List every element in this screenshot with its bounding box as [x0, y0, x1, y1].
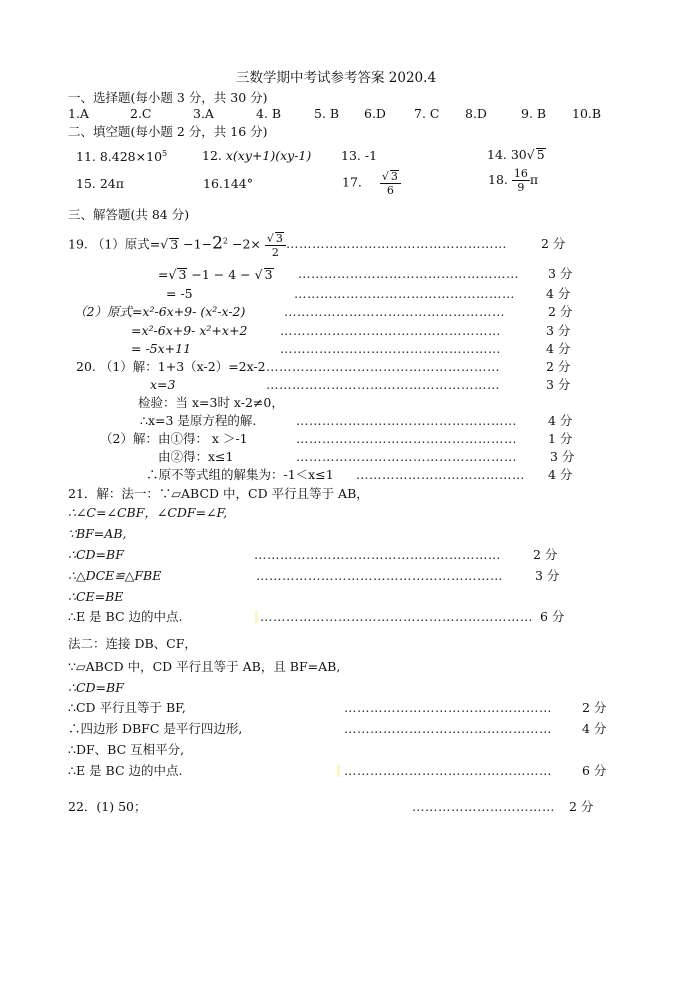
- q21-method2-line5: ∴四边形 DBFC 是平行四边形,: [68, 721, 243, 736]
- mc-answer: 7. C: [414, 106, 440, 121]
- fill-answer-11: 11. $8.428\times 10^5$: [76, 149, 168, 165]
- q20-line7: ∴原不等式组的解集为：-1＜x≤1: [146, 467, 334, 482]
- score: 6 分: [582, 763, 607, 778]
- score-leader: ……………………………………………: [298, 266, 519, 281]
- score-leader: ……………………………………………: [286, 236, 507, 251]
- q19-line1: 19. （1）原式=√ $3 -1-2^2 -2\times$ $\frac{√ 3}{2}$: [68, 232, 286, 258]
- section2-heading: 二、填空题(每小题 2 分，共 16 分): [68, 124, 268, 139]
- score-leader: ……………………………………………: [296, 413, 517, 428]
- score: 4 分: [548, 413, 573, 428]
- mc-answer: 2.C: [130, 106, 152, 121]
- score: 2 分: [569, 799, 594, 814]
- score: 4 分: [546, 286, 571, 301]
- q20-line2: x=3: [150, 377, 176, 392]
- score: 3 分: [535, 568, 560, 583]
- q21-line6: ∴CE=BE: [68, 589, 124, 604]
- fill-answer-16: 16.144°: [203, 176, 253, 191]
- mc-answer: 5. B: [314, 106, 340, 121]
- score: 2 分: [548, 304, 573, 319]
- score: 4 分: [546, 341, 571, 356]
- score-leader: ……………………………………………: [280, 323, 501, 338]
- score-leader: …………………………………………: [344, 700, 552, 715]
- q20-line6: 由②得：x≤1: [158, 449, 234, 464]
- score-leader: ………………………………………………: [266, 377, 500, 392]
- q19-line6: = -5x+11: [131, 341, 192, 356]
- q21-method2-line4: ∴CD 平行且等于 BF,: [68, 700, 186, 715]
- q20-line5: （2）解：由①得： x ＞-1: [100, 431, 248, 446]
- score: 4 分: [548, 467, 573, 482]
- mc-answer: 9. B: [521, 106, 547, 121]
- fill-answer-12: 12. x(xy+1)(xy-1): [202, 148, 312, 163]
- score-leader: ……………………………………………: [296, 431, 517, 446]
- mc-answer: 10.B: [572, 106, 602, 121]
- q19-line2: =√ 3 −1 − 4 − √ 3: [158, 267, 273, 282]
- mc-answer: 6.D: [364, 106, 386, 121]
- score-leader: …………………………………………: [344, 763, 552, 778]
- q19-line3: = -5: [166, 286, 193, 301]
- q21-line5: ∴△DCE≌△FBE: [68, 568, 162, 583]
- score-leader: ………………………………………………………: [260, 609, 533, 624]
- page-title: 三数学期中考试参考答案 2020.4: [236, 70, 437, 86]
- score: 2 分: [533, 547, 558, 562]
- highlight-mark: [337, 765, 340, 777]
- score: 3 分: [546, 323, 571, 338]
- q19-line5: =x²-6x+9- x²+x+2: [131, 323, 248, 338]
- score: 3 分: [546, 377, 571, 392]
- section1-heading: 一、选择题(每小题 3 分，共 30 分): [68, 90, 268, 105]
- score-leader: ……………………………………………: [294, 286, 515, 301]
- score: 1 分: [548, 431, 573, 446]
- score-leader: ……………………………: [412, 799, 555, 814]
- q21-line1: 21．解：法一：∵▱ABCD 中，CD 平行且等于 AB，: [68, 486, 369, 501]
- score-leader: ……………………………………………: [280, 341, 501, 356]
- q20-line3: 检验：当 x=3时 x-2≠0，: [138, 395, 284, 410]
- score-leader: ………………………………………………: [266, 359, 500, 374]
- section3-heading: 三、解答题(共 84 分): [68, 207, 190, 222]
- mc-answer: 3.A: [193, 106, 214, 121]
- score-leader: …………………………………………………: [256, 568, 503, 583]
- q21-method2-line7: ∴E 是 BC 边的中点.: [68, 763, 183, 778]
- score: 6 分: [540, 609, 565, 624]
- q21-line3: ∵BF=AB,: [68, 526, 127, 541]
- fill-answer-15: 15. 24π: [76, 176, 124, 191]
- q21-method2-line1: 法二：连接 DB、CF，: [68, 636, 197, 651]
- score: 4 分: [582, 721, 607, 736]
- q19-line4: （2）原式=x²-6x+9- (x²-x-2): [74, 304, 246, 319]
- score-leader: ……………………………………………: [296, 449, 517, 464]
- fill-answer-17: 17. $\frac{√ 3}{6}$: [342, 170, 401, 196]
- score: 2 分: [546, 359, 571, 374]
- mc-answer: 8.D: [465, 106, 487, 121]
- score-leader: ……………………………………………: [284, 304, 505, 319]
- score: 3 分: [548, 266, 573, 281]
- q21-line7: ∴E 是 BC 边的中点.: [68, 609, 183, 624]
- score-leader: …………………………………………: [344, 721, 552, 736]
- mc-answer: 4. B: [256, 106, 282, 121]
- highlight-mark: [255, 611, 258, 623]
- q21-line2: ∴∠C=∠CBF，∠CDF=∠F,: [68, 505, 228, 520]
- fill-answer-14: 14. 30√ 5: [487, 147, 545, 162]
- fill-answer-13: 13. -1: [341, 148, 378, 163]
- mc-answer: 1.A: [68, 106, 89, 121]
- q20-line4: ∴x=3 是原方程的解.: [140, 413, 257, 428]
- score: 3 分: [550, 449, 575, 464]
- q20-line1: 20. （1）解：1+3（x-2）=2x-2: [76, 359, 266, 374]
- q21-method2-line6: ∴DF、BC 互相平分,: [68, 742, 185, 757]
- q21-method2-line3: ∴CD=BF: [68, 680, 124, 695]
- score-leader: …………………………………………………: [254, 547, 501, 562]
- score: 2 分: [582, 700, 607, 715]
- score-leader: …………………………………: [356, 467, 525, 482]
- q22-line1: 22．(1) 50；: [68, 799, 147, 814]
- q21-method2-line2: ∵▱ABCD 中，CD 平行且等于 AB，且 BF=AB,: [68, 659, 341, 674]
- score: 2 分: [541, 236, 566, 251]
- fill-answer-18: 18. $\frac{16}{9}$ π: [488, 167, 539, 194]
- q21-line4: ∴CD=BF: [68, 547, 124, 562]
